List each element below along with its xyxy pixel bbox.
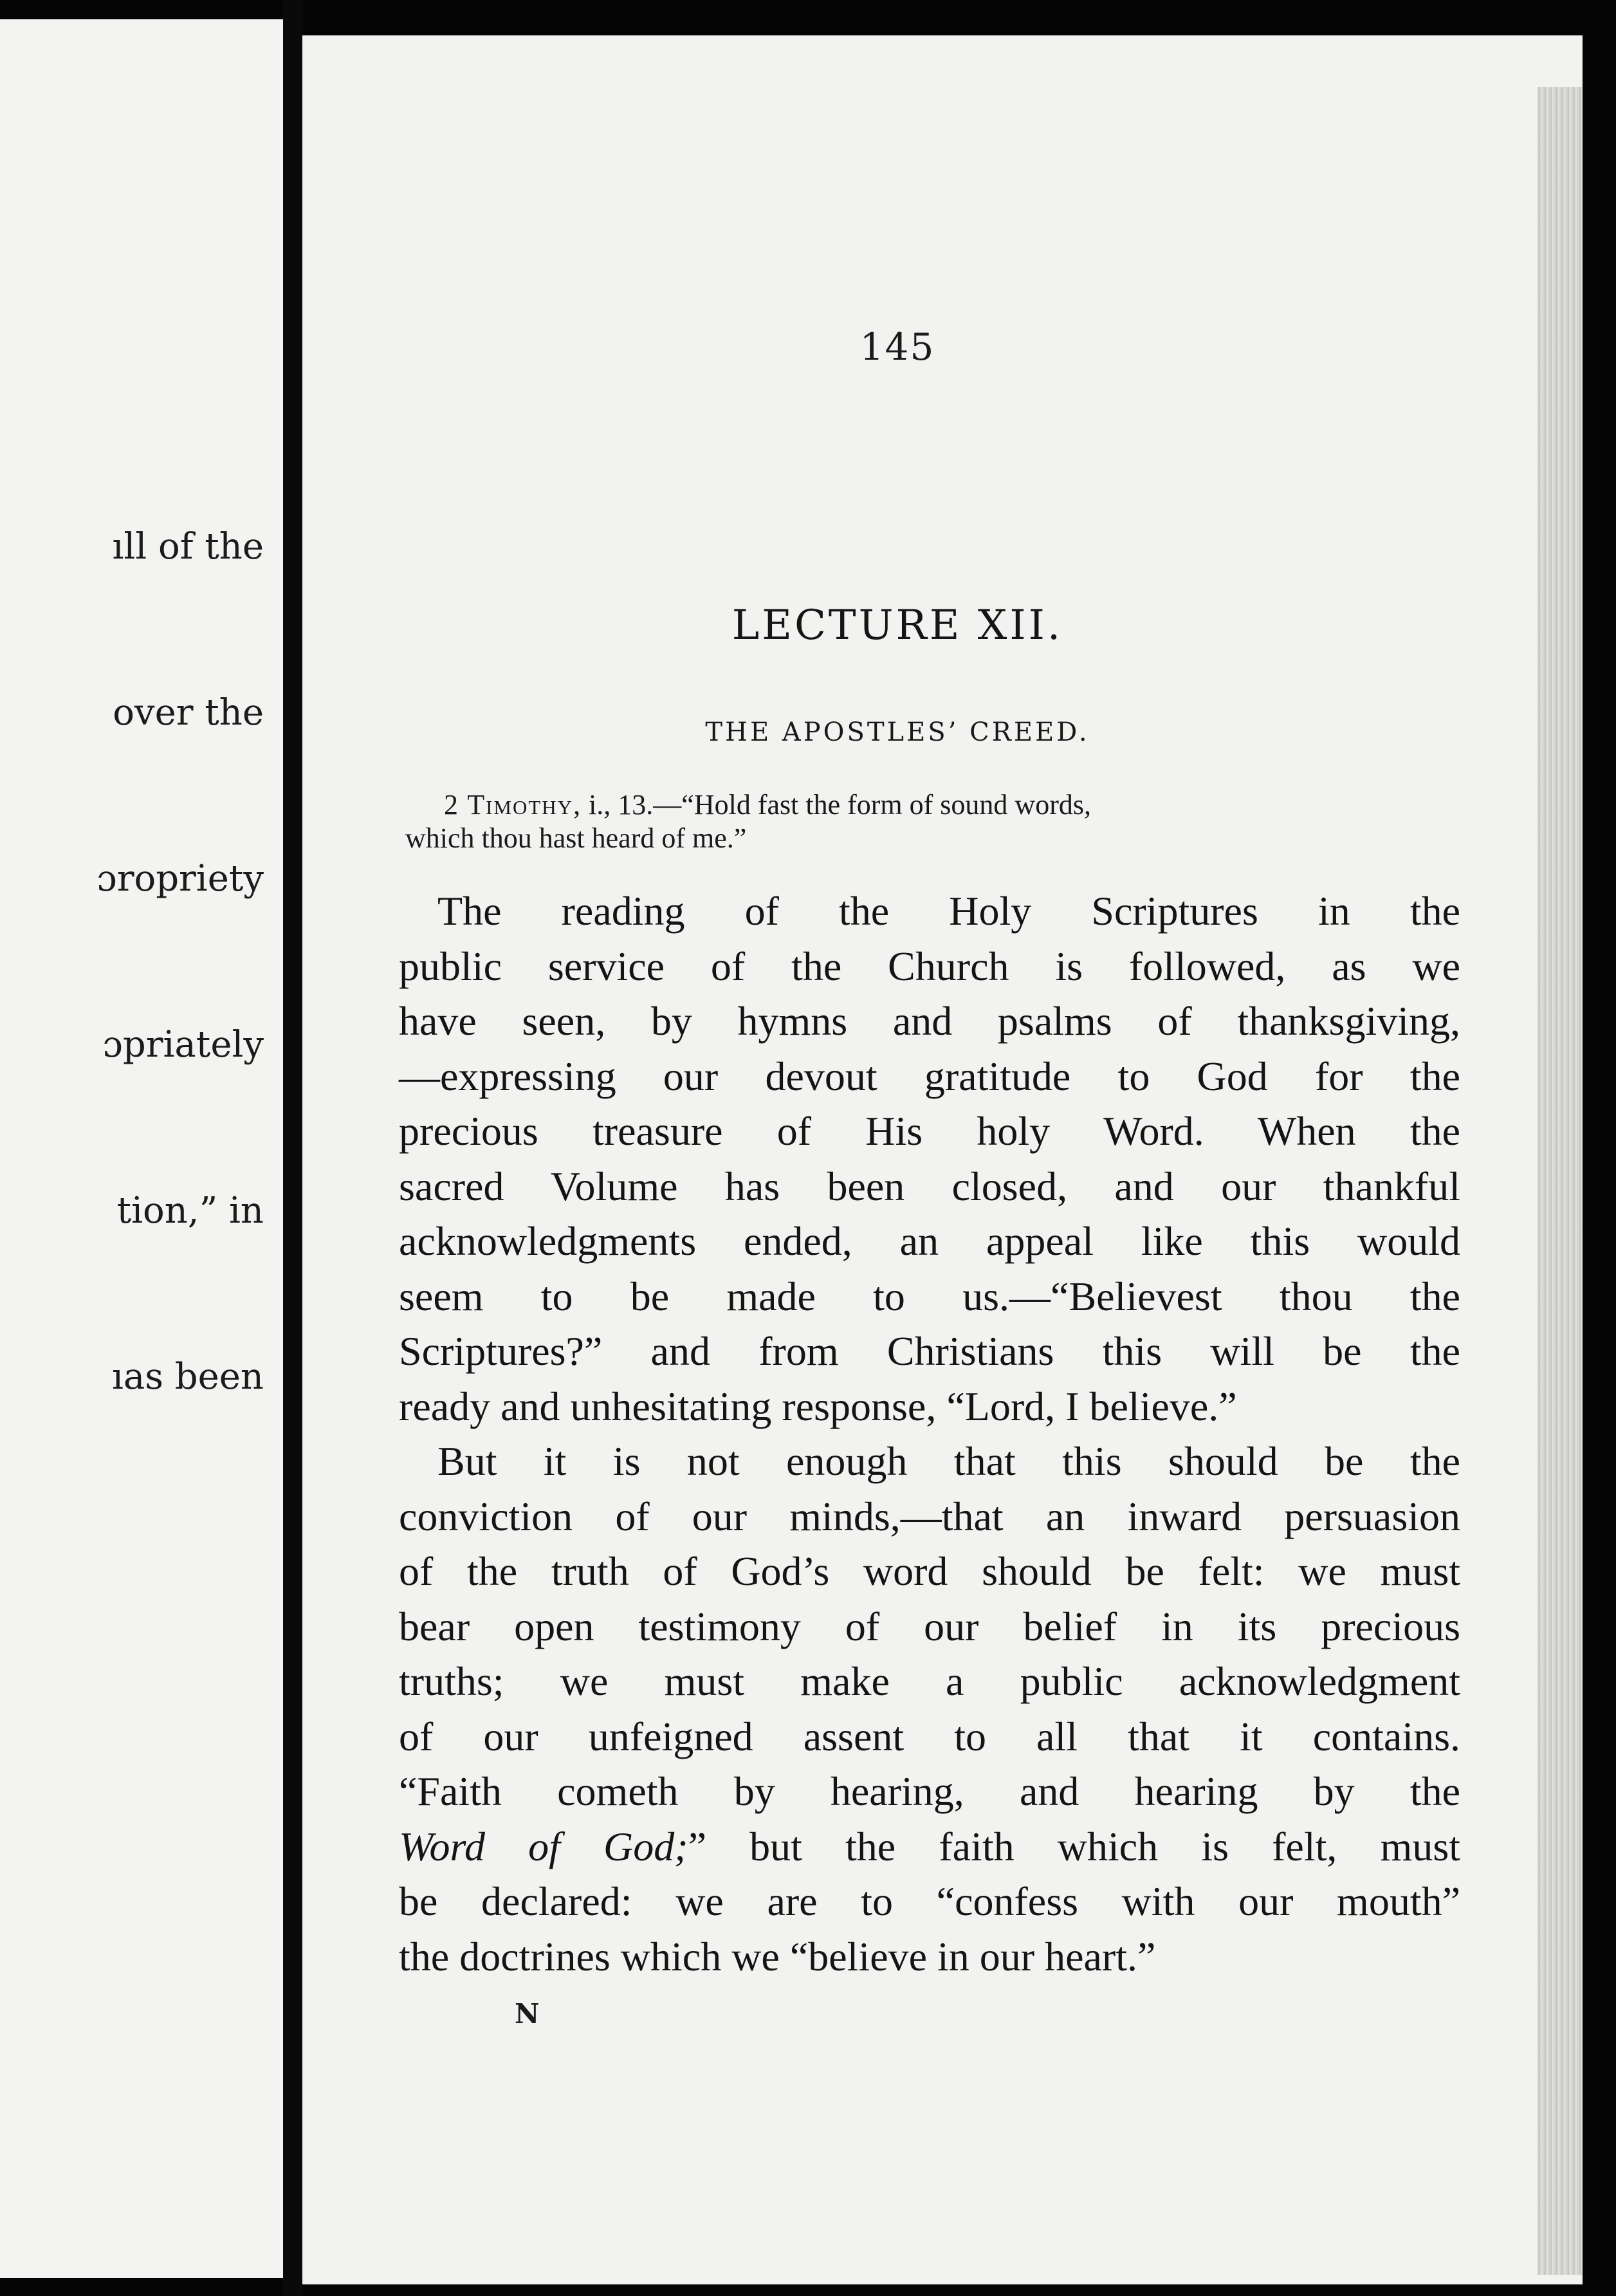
body-line: the doctrines which we “believe in our heart.”: [399, 1933, 1156, 1979]
body-text: [399, 884, 1460, 1984]
book-gutter: [283, 0, 302, 2296]
italic-phrase: Word of God;: [399, 1823, 688, 1869]
body-line: precious treasure of His holy Word. When the: [399, 1108, 1460, 1154]
page-edge: [1538, 87, 1583, 2275]
body-line-italic: Word of God;” but the faith which is felt, must: [399, 1823, 1461, 1869]
epigraph: [405, 788, 1460, 855]
left-line: tion,” in: [116, 1190, 264, 1232]
epigraph-quote-start: i., 13.—“Hold fast the form of sound words,: [582, 789, 1091, 820]
body-line: —expressing our devout gratitude to God for the: [399, 1053, 1460, 1099]
signature-mark: N: [515, 1998, 540, 2030]
right-page: [302, 35, 1583, 2284]
body-line: “Faith cometh by hearing, and hearing by the: [399, 1768, 1460, 1814]
body-line: seem to be made to us.—“Believest thou the: [399, 1273, 1460, 1319]
body-line: bear open testimony of our belief in its precious: [399, 1603, 1460, 1649]
body-line: sacred Volume has been closed, and our thankful: [399, 1163, 1460, 1209]
body-line: conviction of our minds,—that an inward persuasion: [399, 1493, 1460, 1539]
body-line: public service of the Church is followed, as we: [399, 943, 1460, 989]
body-line: ready and unhesitating response, “Lord, I believe.”: [399, 1383, 1237, 1429]
left-line: ıas been: [111, 1356, 264, 1398]
body-line: of our unfeigned assent to all that it contains.: [399, 1713, 1460, 1759]
lecture-title: LECTURE XII.: [731, 602, 1063, 649]
left-line: ıll of the: [112, 526, 264, 568]
left-line: over the: [113, 692, 264, 734]
body-line: The reading of the Holy Scriptures in the: [437, 888, 1460, 934]
left-line: ɔpriately: [102, 1024, 264, 1066]
body-line: But it is not enough that this should be the: [437, 1438, 1460, 1484]
left-line: ɔropriety: [96, 858, 264, 900]
body-line: of the truth of God’s word should be felt: we must: [399, 1548, 1460, 1594]
lecture-subtitle: THE APOSTLES’ CREED.: [705, 718, 1090, 747]
body-line: Scriptures?” and from Christians this will be the: [399, 1328, 1460, 1374]
body-line: be declared: we are to “confess with our mouth”: [399, 1878, 1460, 1924]
left-page: [0, 19, 283, 2278]
left-page-text: [96, 409, 264, 1515]
page-number: 145: [859, 325, 935, 369]
body-line: truths; we must make a public acknowledgment: [399, 1658, 1460, 1704]
epigraph-reference: 2 Timothy,: [444, 789, 582, 820]
epigraph-line-1: [405, 788, 1460, 822]
epigraph-line-2: which thou hast heard of me.”: [405, 822, 747, 854]
body-line: acknowledgments ended, an appeal like this would: [399, 1218, 1460, 1264]
body-line: have seen, by hymns and psalms of thanksgiving,: [399, 998, 1460, 1044]
